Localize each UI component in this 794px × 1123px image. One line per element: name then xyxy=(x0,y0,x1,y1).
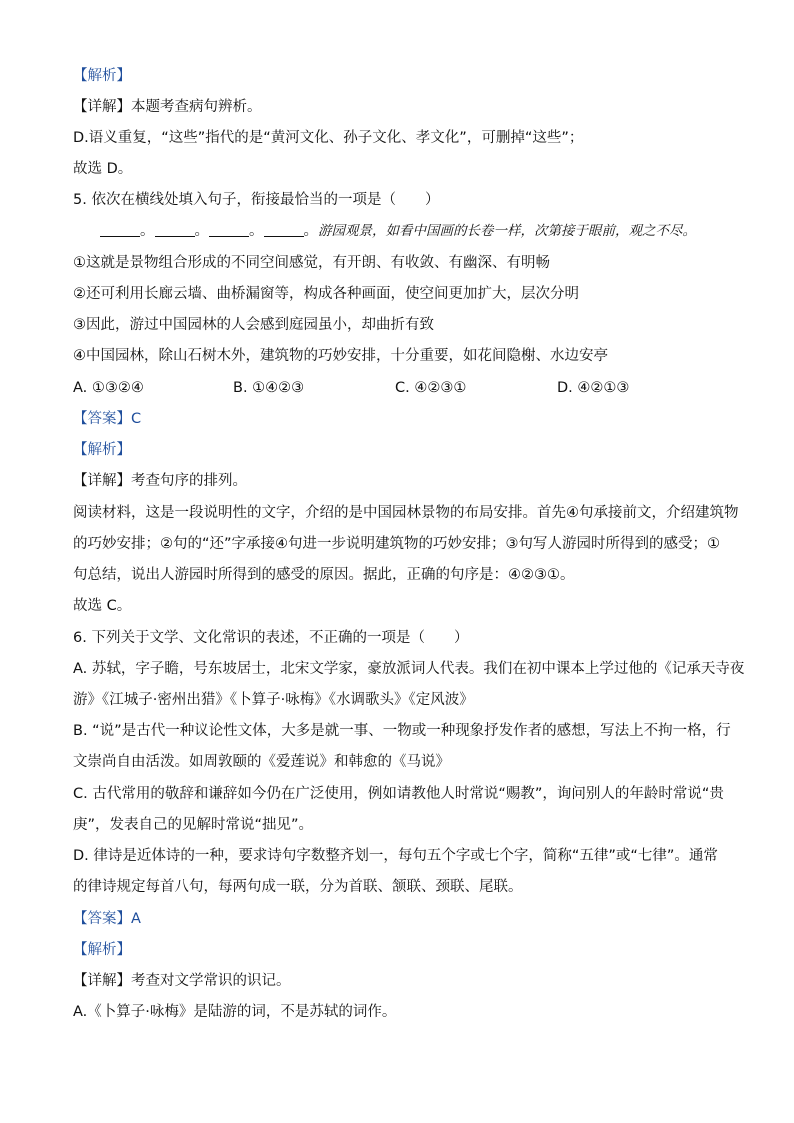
explanation-line: 阅读材料，这是一段说明性的文字，介绍的是中国园林景物的布局安排。首先④句承接前文，介绍建筑物 xyxy=(73,505,739,521)
explanation-line: 的巧妙安排；②句的“还”字承接④句进一步说明建筑物的巧妙安排；③句写人游园时所得到的感受；① xyxy=(73,536,721,552)
analysis-label: 【解析】 xyxy=(73,442,131,458)
detail-line: 【详解】考查句序的排列。 xyxy=(73,473,247,489)
explanation-line: 句总结，说出人游园时所得到的感受的原因。据此，正确的句序是：④②③①。 xyxy=(73,567,575,583)
question-5-passage xyxy=(100,221,734,241)
option-c-line-2: 庚”，发表自己的见解时常说“拙见”。 xyxy=(73,817,314,833)
choice-line: 故选 D。 xyxy=(73,161,133,177)
option-a: A. ①③②④ xyxy=(73,380,144,396)
blank-separator: 。 xyxy=(140,223,155,239)
passage-tail: 游园观景，如看中国画的长卷一样，次第接于眼前，观之不尽。 xyxy=(318,223,696,239)
blank-separator: 。 xyxy=(303,223,318,239)
fill-blank-3 xyxy=(209,222,249,237)
sentence-4: ④中国园林，除山石树木外，建筑物的巧妙安排，十分重要，如花间隐榭、水边安亭 xyxy=(73,348,608,364)
option-c: C. ④②③① xyxy=(395,380,467,396)
option-b: B. ①④②③ xyxy=(233,380,305,396)
option-a-line-2: 游》《江城子·密州出猎》《卜算子·咏梅》《水调歌头》《定风波》 xyxy=(73,692,474,708)
analysis-label: 【解析】 xyxy=(73,68,131,84)
option-b-line-1: B. “说”是古代一种议论性文体，大多是就一事、一物或一种现象抒发作者的感想，写法上不拘一格，行 xyxy=(73,723,731,739)
detail-line: 【详解】考查对文学常识的识记。 xyxy=(73,973,291,989)
sentence-3: ③因此，游过中国园林的人会感到庭园虽小，却曲折有致 xyxy=(73,317,434,333)
analysis-label: 【解析】 xyxy=(73,942,131,958)
choice-line: 故选 C。 xyxy=(73,598,132,614)
option-c-line-1: C. 古代常用的敬辞和谦辞如今仍在广泛使用，例如请教他人时常说“赐教”，询问别人的年龄时常说“贵 xyxy=(73,786,724,802)
option-b-line-2: 文崇尚自由活泼。如周敦颐的《爱莲说》和韩愈的《马说》 xyxy=(73,754,450,770)
question-6-stem: 6. 下列关于文学、文化常识的表述，不正确的一项是（ ） xyxy=(73,630,469,646)
answer-line: 【答案】A xyxy=(73,911,141,927)
fill-blank-1 xyxy=(100,222,140,237)
option-d-line-2: 的律诗规定每首八句，每两句成一联，分为首联、颔联、颈联、尾联。 xyxy=(73,879,523,895)
blank-separator: 。 xyxy=(194,223,209,239)
option-a-line-1: A. 苏轼，字子瞻，号东坡居士，北宋文学家，豪放派词人代表。我们在初中课本上学过他的《记承天寺夜 xyxy=(73,661,745,677)
question-5-stem: 5. 依次在横线处填入句子，衔接最恰当的一项是（ ） xyxy=(73,192,440,208)
fill-blank-2 xyxy=(155,222,195,237)
option-d: D. ④②①③ xyxy=(557,380,630,396)
fill-blank-4 xyxy=(264,222,304,237)
explanation-line: A.《卜算子·咏梅》是陆游的词，不是苏轼的词作。 xyxy=(73,1004,397,1020)
explanation-line: D.语义重复，“这些”指代的是“黄河文化、孙子文化、孝文化”，可删掉“这些”； xyxy=(73,130,584,146)
sentence-2: ②还可利用长廊云墙、曲桥漏窗等，构成各种画面，使空间更加扩大，层次分明 xyxy=(73,286,579,302)
sentence-1: ①这就是景物组合形成的不同空间感觉，有开朗、有收敛、有幽深、有明畅 xyxy=(73,255,550,271)
blank-separator: 。 xyxy=(249,223,264,239)
answer-line: 【答案】C xyxy=(73,411,142,427)
detail-line: 【详解】本题考查病句辨析。 xyxy=(73,99,262,115)
option-d-line-1: D. 律诗是近体诗的一种，要求诗句字数整齐划一，每句五个字或七个字，简称“五律”或“七律”。通常 xyxy=(73,848,718,864)
